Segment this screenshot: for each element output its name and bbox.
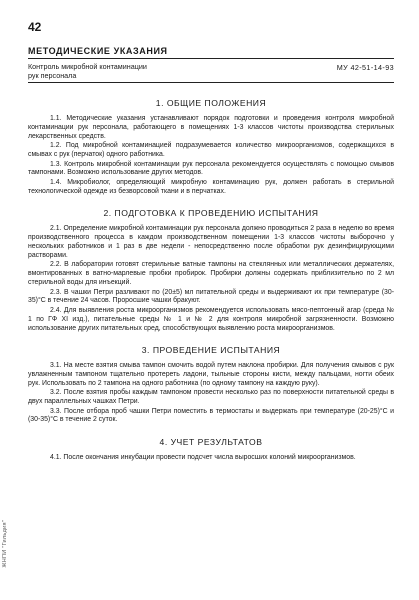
paragraph-4-1: 4.1. После окончания инкубации провести подсчет числа выросших колоний микроорганизмов. xyxy=(50,453,356,461)
subject-line-2: рук персонала xyxy=(28,71,77,80)
paragraph-2-4: 2.4. Для выявления роста микроорганизмов рекомендуется использовать мясо-пептонный агар (среда № 1 по ГФ XI изд.), питательные среды № 1 и № 2 для контроля микробной загрязненности. Возможно использование других питательных сред, способствующих выявлению роста микроорганизмов. xyxy=(28,306,394,332)
paragraph-3-3: 3.3. После отбора проб чашки Петри поместить в термостаты и выдержать при температуре (20-25)°С и (30-35)°С в течение 2 суток. xyxy=(28,407,394,424)
paragraph-2-1: 2.1. Определение микробной контаминации рук персонала должно проводиться 2 раза в неделю во время производственного процесса в каждом производственном помещении 1-3 классов чистоты выборочно у нескольких работников и 1 раз в две недели - непосредственно после обработки рук дезинфицирующими растворами. xyxy=(28,225,394,259)
paragraph-2-2: 2.2. В лаборатории готовят стерильные ватные тампоны на стеклянных или металлических держателях, вмонтированных в ватно-марлевые пробки пробирок. Пробирки должны содержать приблизительно по 2 мл стерильной воды для инъекций. xyxy=(28,261,394,287)
section-title-procedure: 3. ПРОВЕДЕНИЕ ИСПЫТАНИЯ xyxy=(141,345,281,356)
document-code: МУ 42-51-14-93 xyxy=(336,63,394,72)
section-title-results: 4. УЧЕТ РЕЗУЛЬТАТОВ xyxy=(159,436,263,447)
paragraph-1-4: 1.4. Микробиолог, определяющий микробную контаминацию рук, должен работать в стерильной технологической одежде из безворсовой ткани и в перчатках. xyxy=(28,178,394,195)
document-subject xyxy=(28,62,147,80)
header-rule-top xyxy=(28,58,394,59)
section-title-preparation: 2. ПОДГОТОВКА К ПРОВЕДЕНИЮ ИСПЫТАНИЯ xyxy=(103,208,319,219)
document-header xyxy=(28,46,394,83)
paragraph-2-3: 2.3. В чашки Петри разливают по (20±5) мл питательной среды и выдерживают их при температуре (30-35)°С в течение 24 часов. Проросшие чашки бракуют. xyxy=(28,288,394,305)
header-rule-bottom xyxy=(28,82,394,83)
publisher-sidebar: ЖНПИ "Гильдия" xyxy=(2,520,8,568)
subject-line-1: Контроль микробной контаминации xyxy=(28,62,147,71)
paragraph-1-2: 1.2. Под микробной контаминацией подразумевается количество микроорганизмов, содержащихся в смывах с рук (перчаток) одного работника. xyxy=(28,142,394,159)
page-number: 42 xyxy=(28,20,42,34)
paragraph-3-2: 3.2. После взятия пробы каждым тампоном провести несколько раз по поверхности питательной среды в двух параллельных чашках Петри. xyxy=(28,389,394,406)
paragraph-3-1: 3.1. На месте взятия смыва тампон смочить водой путем наклона пробирки. Для получения смывов с рук увлажненным тампоном тщательно протереть ладони, тыльные стороны кисти, между пальцами, ногти обеих рук. Использовать по 2 тампона на одного работника (по одному тампону на каждую руку). xyxy=(28,362,394,387)
paragraph-1-3: 1.3. Контроль микробной контаминации рук персонала рекомендуется осуществлять с помощью смывов тампонами. Возможно использование других методов. xyxy=(28,160,394,177)
section-title-general: 1. ОБЩИЕ ПОЛОЖЕНИЯ xyxy=(155,98,267,108)
header-row xyxy=(28,62,394,80)
document-body xyxy=(28,96,394,463)
paragraph-1-1: 1.1. Методические указания устанавливают порядок подготовки и проведения контроля микробной контаминации рук персонала, работающего в помещениях 1-3 классов чистоты производства стерильных лекарственных средств. xyxy=(28,115,394,140)
document-kind: МЕТОДИЧЕСКИЕ УКАЗАНИЯ xyxy=(28,46,168,56)
